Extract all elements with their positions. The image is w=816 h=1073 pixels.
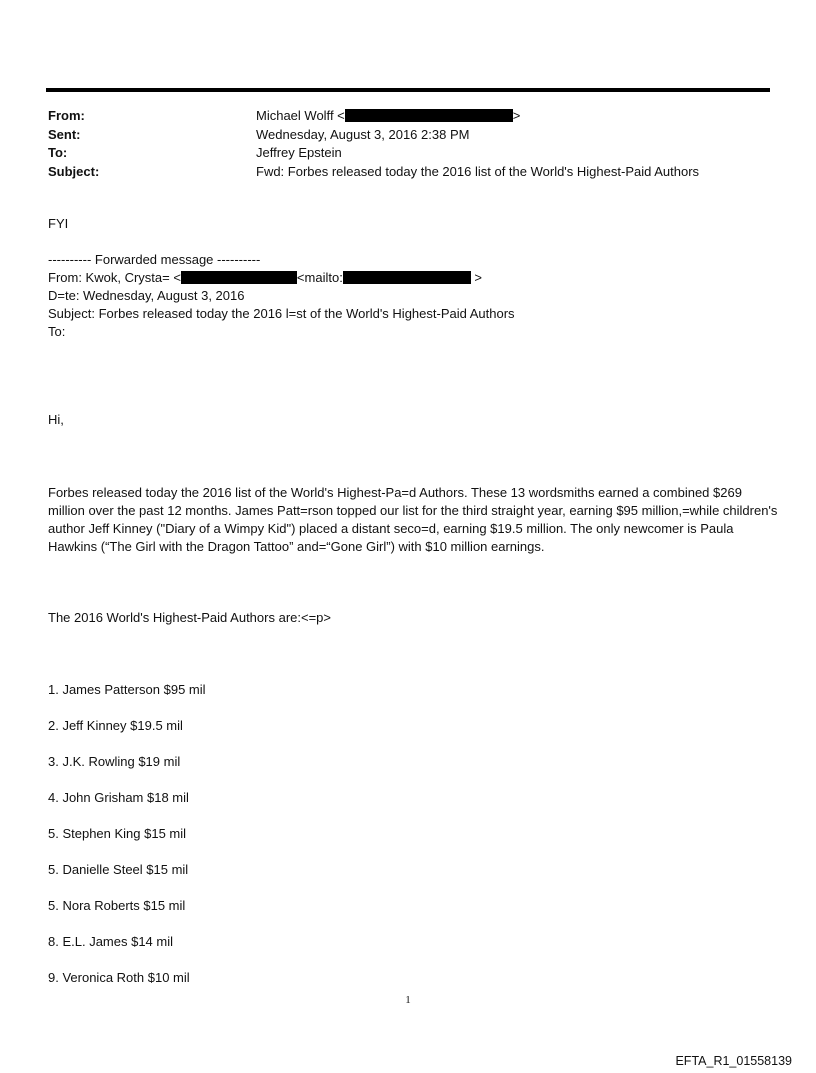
forwarded-date: D=te: Wednesday, August 3, 2016 — [48, 288, 245, 303]
list-item: 4. John Grisham $18 mil — [48, 790, 189, 805]
list-item: 8. E.L. James $14 mil — [48, 934, 173, 949]
list-intro: The 2016 World's Highest-Paid Authors are:<=p> — [48, 610, 331, 625]
to-value: Jeffrey Epstein — [256, 145, 342, 160]
subject-label: Subject: — [48, 163, 100, 179]
redaction-bar — [181, 271, 297, 284]
redaction-bar — [345, 109, 513, 122]
from-row — [48, 107, 699, 126]
list-item: 5. Stephen King $15 mil — [48, 826, 187, 841]
authors-list — [48, 681, 206, 1005]
forwarded-subject: Subject: Forbes released today the 2016 l=st of the World's Highest-Paid Authors — [48, 306, 515, 321]
sent-label: Sent: — [48, 126, 81, 142]
from-value: Michael Wolff < > — [256, 108, 521, 123]
forwarded-block — [48, 251, 515, 341]
from-label: From: — [48, 108, 85, 123]
to-row — [48, 144, 699, 163]
email-header — [48, 107, 699, 181]
header-divider — [46, 88, 770, 92]
list-item: 3. J.K. Rowling $19 mil — [48, 754, 181, 769]
subject-value: Fwd: Forbes released today the 2016 list of the World's Highest-Paid Authors — [256, 163, 700, 179]
forwarded-to: To: — [48, 324, 66, 339]
fyi-text: FYI — [48, 216, 69, 231]
sent-row — [48, 126, 699, 145]
sent-value: Wednesday, August 3, 2016 2:38 PM — [256, 126, 470, 142]
subject-row — [48, 163, 699, 182]
body-paragraph: Forbes released today the 2016 list of the World's Highest-Pa=d Authors. These 13 wordsmiths earned a combined $269 million over the past 12 months. James Patt=rson topped our list for the third straight year, earning $95 million,=while children's author Jeff Kinney ("Diary of a Wimpy Kid") placed a distant seco=d, earning $19.5 million. The only newcomer is Paula Hawkins (“The Girl with the Dragon Tattoo” and=“Gone Girl”) with $10 million earnings. — [48, 485, 778, 554]
forwarded-marker: ---------- Forwarded message ---------- — [48, 252, 261, 267]
redaction-bar — [343, 271, 471, 284]
list-item: 5. Nora Roberts $15 mil — [48, 898, 186, 913]
list-item: 5. Danielle Steel $15 mil — [48, 862, 189, 877]
page-number: 1 — [405, 994, 411, 1006]
greeting: Hi, — [48, 412, 64, 427]
list-item: 2. Jeff Kinney $19.5 mil — [48, 718, 183, 733]
forwarded-from: From: Kwok, Crysta= < <mailto: > — [48, 270, 483, 285]
document-id: EFTA_R1_01558139 — [675, 1054, 792, 1068]
list-item: 1. James Patterson $95 mil — [48, 682, 206, 697]
to-label: To: — [48, 145, 68, 160]
list-item: 9. Veronica Roth $10 mil — [48, 970, 190, 985]
